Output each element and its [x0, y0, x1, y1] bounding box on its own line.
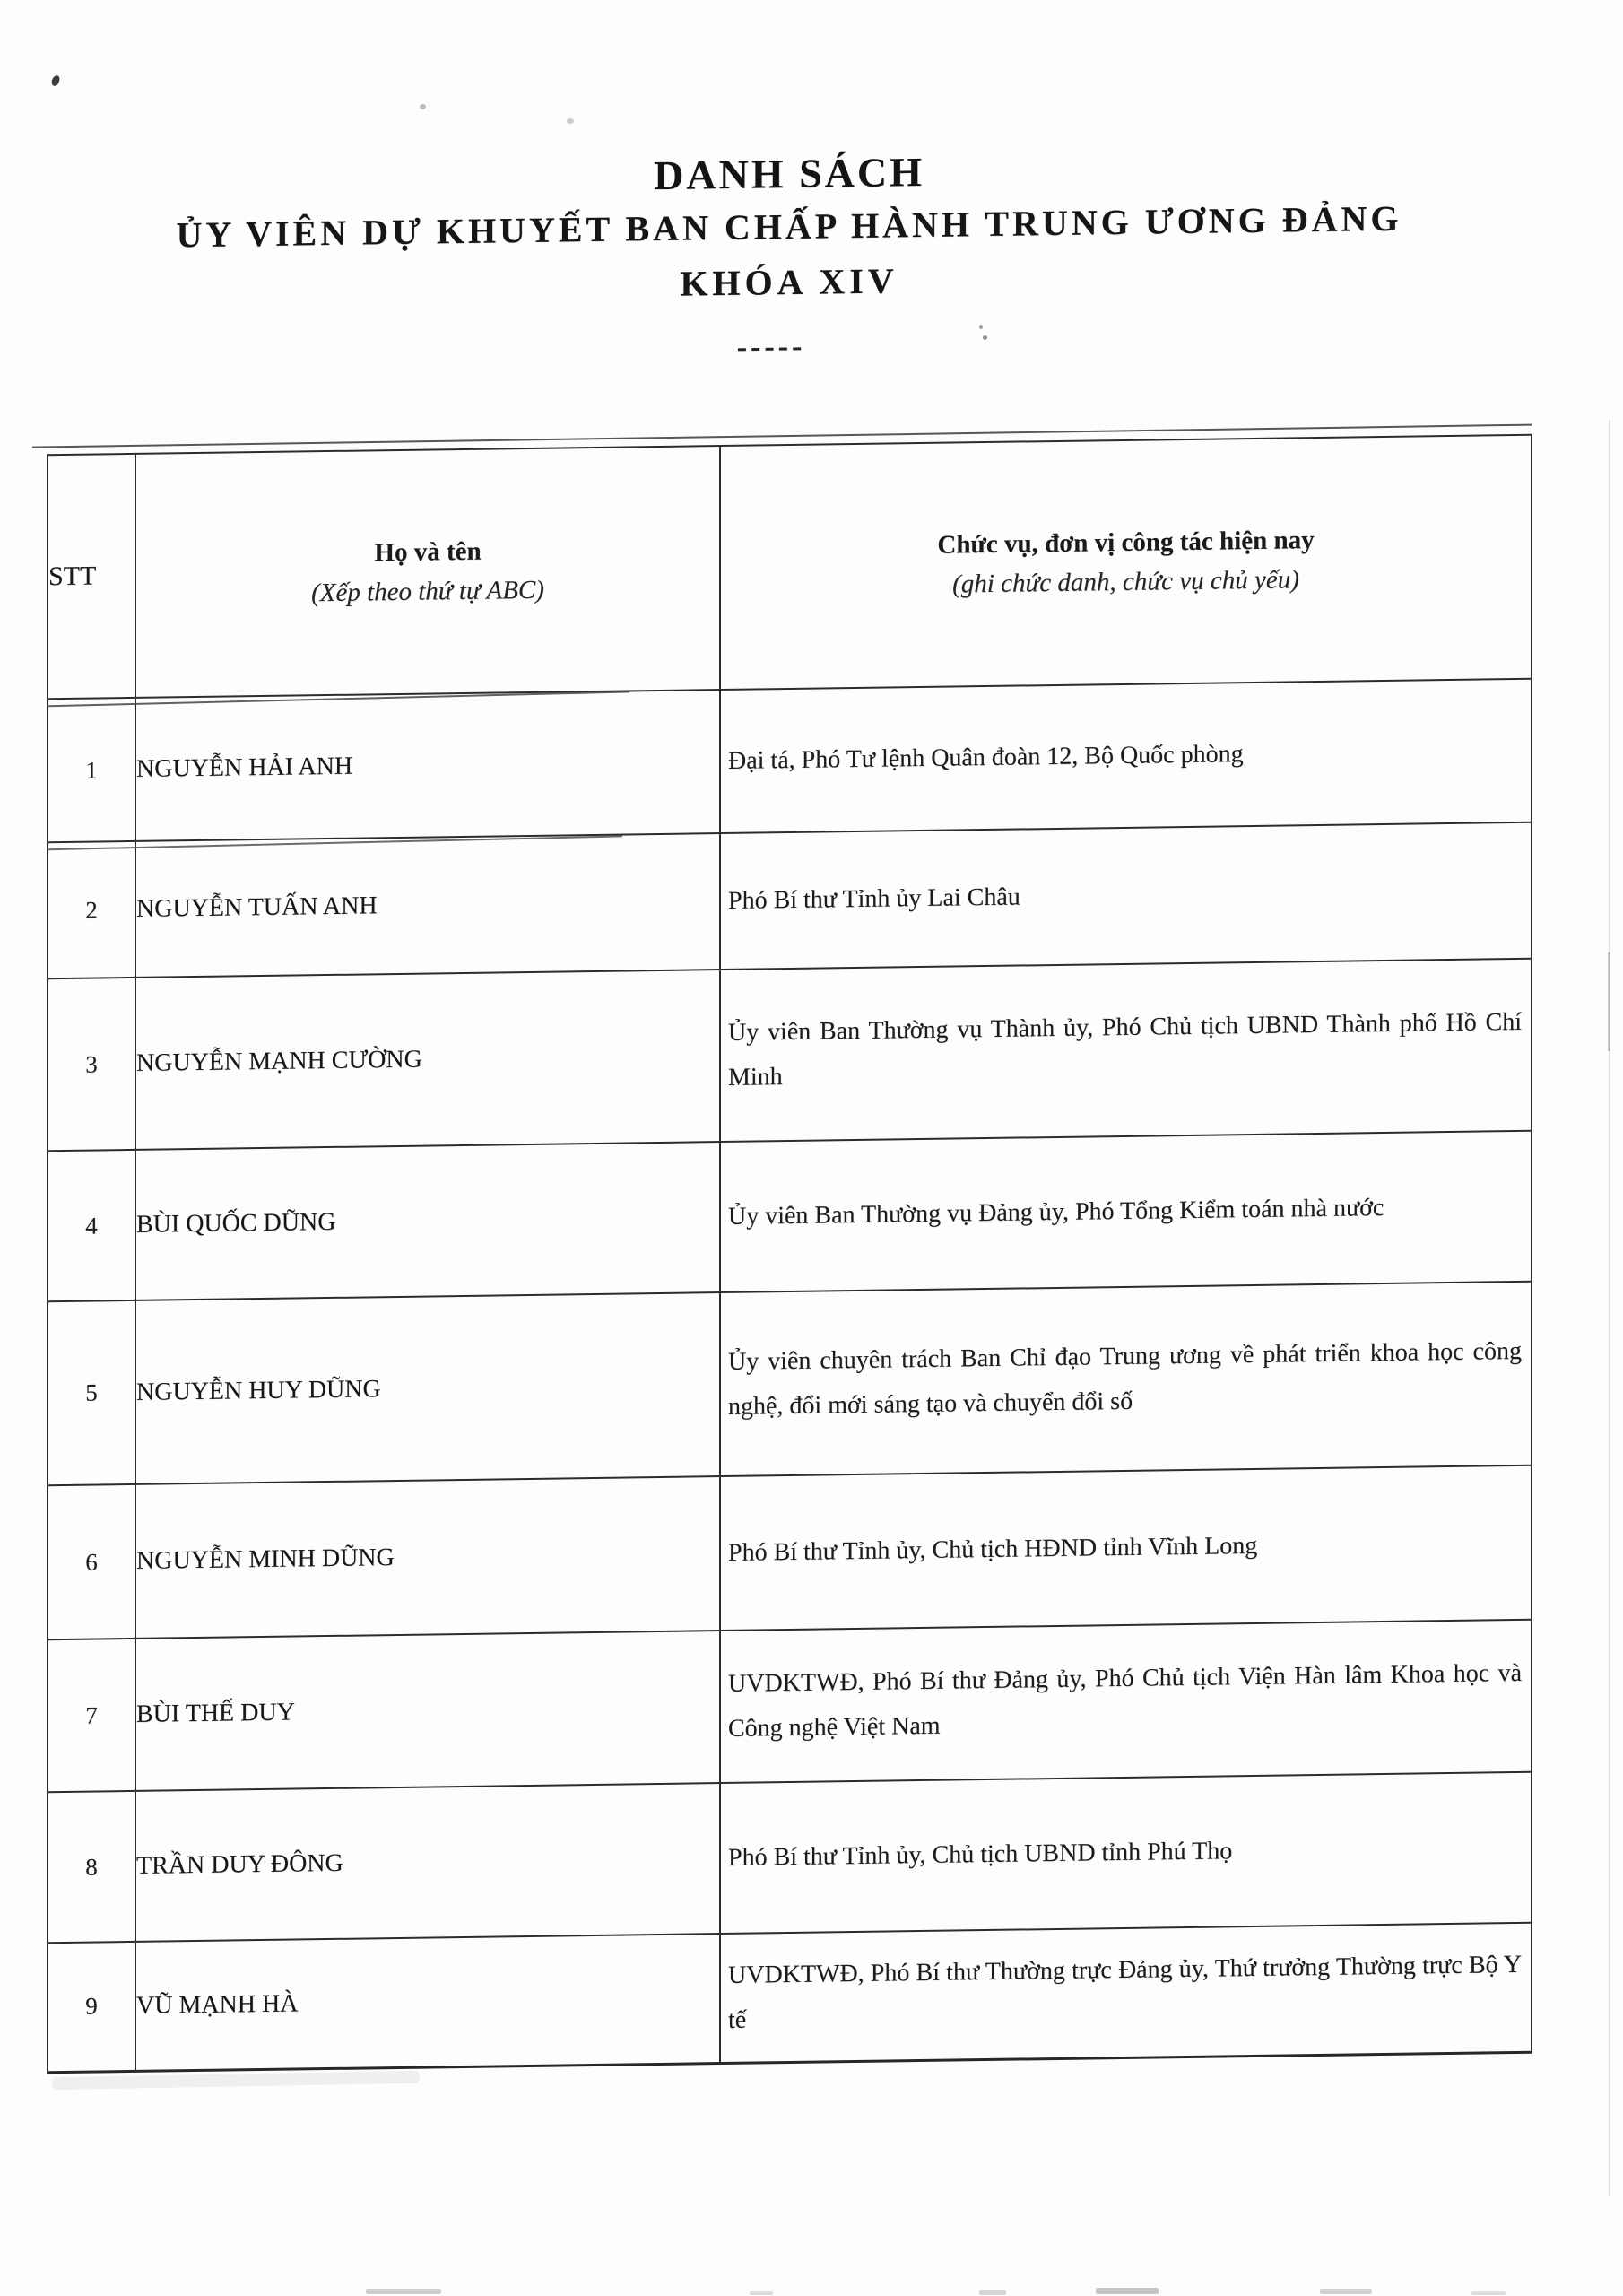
cell-stt: 6 — [48, 1484, 135, 1639]
members-table — [47, 434, 1532, 2074]
cell-stt: 5 — [48, 1300, 135, 1485]
cell-position-text: UVDKTWĐ, Phó Bí thư Đảng ủy, Phó Chủ tịch Viện Hàn lâm Khoa học và Công nghệ Việt Nam — [728, 1658, 1522, 1743]
table-row — [48, 1620, 1532, 1793]
scan-bottom-smudge — [1471, 2291, 1506, 2295]
cell-position — [720, 1923, 1532, 2063]
cell-stt: 4 — [48, 1150, 135, 1301]
cell-position — [720, 679, 1532, 833]
cell-name: NGUYỄN MẠNH CƯỜNG — [135, 970, 720, 1150]
cell-stt: 3 — [48, 978, 135, 1151]
header-position — [720, 435, 1532, 690]
cell-name: TRẦN DUY ĐÔNG — [135, 1783, 720, 1942]
table-row — [48, 822, 1532, 979]
cell-stt: 9 — [48, 1942, 135, 2072]
document-subtitle: ỦY VIÊN DỰ KHUYẾT BAN CHẤP HÀNH TRUNG ƯƠNG ĐẢNG — [176, 197, 1402, 256]
cell-name: NGUYỄN HUY DŨNG — [135, 1292, 720, 1484]
table-row — [48, 1282, 1532, 1486]
cell-stt: 1 — [48, 698, 135, 842]
table-row — [48, 1772, 1532, 1944]
cell-name: NGUYỄN HẢI ANH — [135, 690, 720, 841]
scan-speck — [567, 118, 574, 124]
scan-bottom-smudge — [366, 2289, 441, 2294]
cell-position-text: Phó Bí thư Tỉnh ủy Lai Châu — [728, 883, 1020, 915]
header-stt: STT — [48, 454, 135, 699]
cell-position-text: Ủy viên Ban Thường vụ Thành ủy, Phó Chủ tịch UBND Thành phố Hồ Chí Minh — [728, 1007, 1522, 1091]
scan-edge-line-dark — [1608, 952, 1610, 1051]
scan-bottom-smudge — [1320, 2289, 1372, 2294]
header-position-subtitle: (ghi chức danh, chức vụ chủ yếu) — [952, 565, 1299, 599]
cell-position — [720, 1282, 1532, 1476]
cell-position — [720, 1465, 1532, 1631]
cell-position-text: Ủy viên Ban Thường vụ Đảng ủy, Phó Tổng Kiểm toán nhà nước — [728, 1193, 1384, 1231]
document-title-block — [27, 138, 1551, 370]
cell-position — [720, 1620, 1532, 1783]
header-position-title: Chức vụ, đơn vị công tác hiện nay — [937, 526, 1315, 560]
table-row — [48, 679, 1532, 843]
header-name-subtitle: (Xếp theo thứ tự ABC) — [311, 575, 544, 608]
scan-shadow-band — [52, 2071, 420, 2090]
cell-position — [720, 1131, 1532, 1292]
scan-bottom-smudge — [750, 2291, 773, 2295]
scan-speck — [420, 104, 426, 109]
document-term-line: KHÓA XIV — [680, 260, 898, 304]
title-divider-dashes: ----- — [736, 329, 806, 364]
cell-position-text: Đại tá, Phó Tư lệnh Quân đoàn 12, Bộ Quốc phòng — [728, 740, 1244, 775]
cell-stt: 7 — [48, 1639, 135, 1792]
scan-edge-line — [1609, 420, 1610, 2196]
cell-name: NGUYỄN TUẤN ANH — [135, 833, 720, 978]
cell-position-text: Ủy viên chuyên trách Ban Chỉ đạo Trung ương về phát triển khoa học công nghệ, đổi mới sáng tạo và chuyển đổi số — [728, 1336, 1522, 1421]
cell-position — [720, 1772, 1532, 1934]
table-row — [48, 1131, 1532, 1302]
scan-speck — [979, 325, 983, 329]
table-row — [48, 1465, 1532, 1640]
header-name-title: Họ và tên — [374, 536, 482, 568]
cell-position-text: UVDKTWĐ, Phó Bí thư Thường trực Đảng ủy, Thứ trưởng Thường trực Bộ Y tế — [728, 1950, 1522, 2034]
cell-stt: 2 — [48, 841, 135, 978]
header-name — [135, 446, 720, 698]
table-header-row — [48, 435, 1532, 700]
cell-stt: 8 — [48, 1791, 135, 1943]
scan-bottom-smudge — [979, 2290, 1006, 2295]
cell-position — [720, 959, 1532, 1142]
cell-name: BÙI QUỐC DŨNG — [135, 1142, 720, 1300]
scan-bottom-smudge — [1096, 2288, 1159, 2294]
document-title: DANH SÁCH — [654, 148, 924, 199]
cell-position-text: Phó Bí thư Tỉnh ủy, Chủ tịch UBND tỉnh Phú Thọ — [728, 1837, 1233, 1872]
cell-name: BÙI THẾ DUY — [135, 1631, 720, 1791]
table-row — [48, 1923, 1532, 2073]
cell-name: NGUYỄN MINH DŨNG — [135, 1476, 720, 1639]
cell-position — [720, 822, 1532, 970]
cell-position-text: Phó Bí thư Tỉnh ủy, Chủ tịch HĐND tỉnh Vĩnh Long — [728, 1531, 1258, 1567]
cell-name: VŨ MẠNH HÀ — [135, 1934, 720, 2071]
table-row — [48, 959, 1532, 1152]
